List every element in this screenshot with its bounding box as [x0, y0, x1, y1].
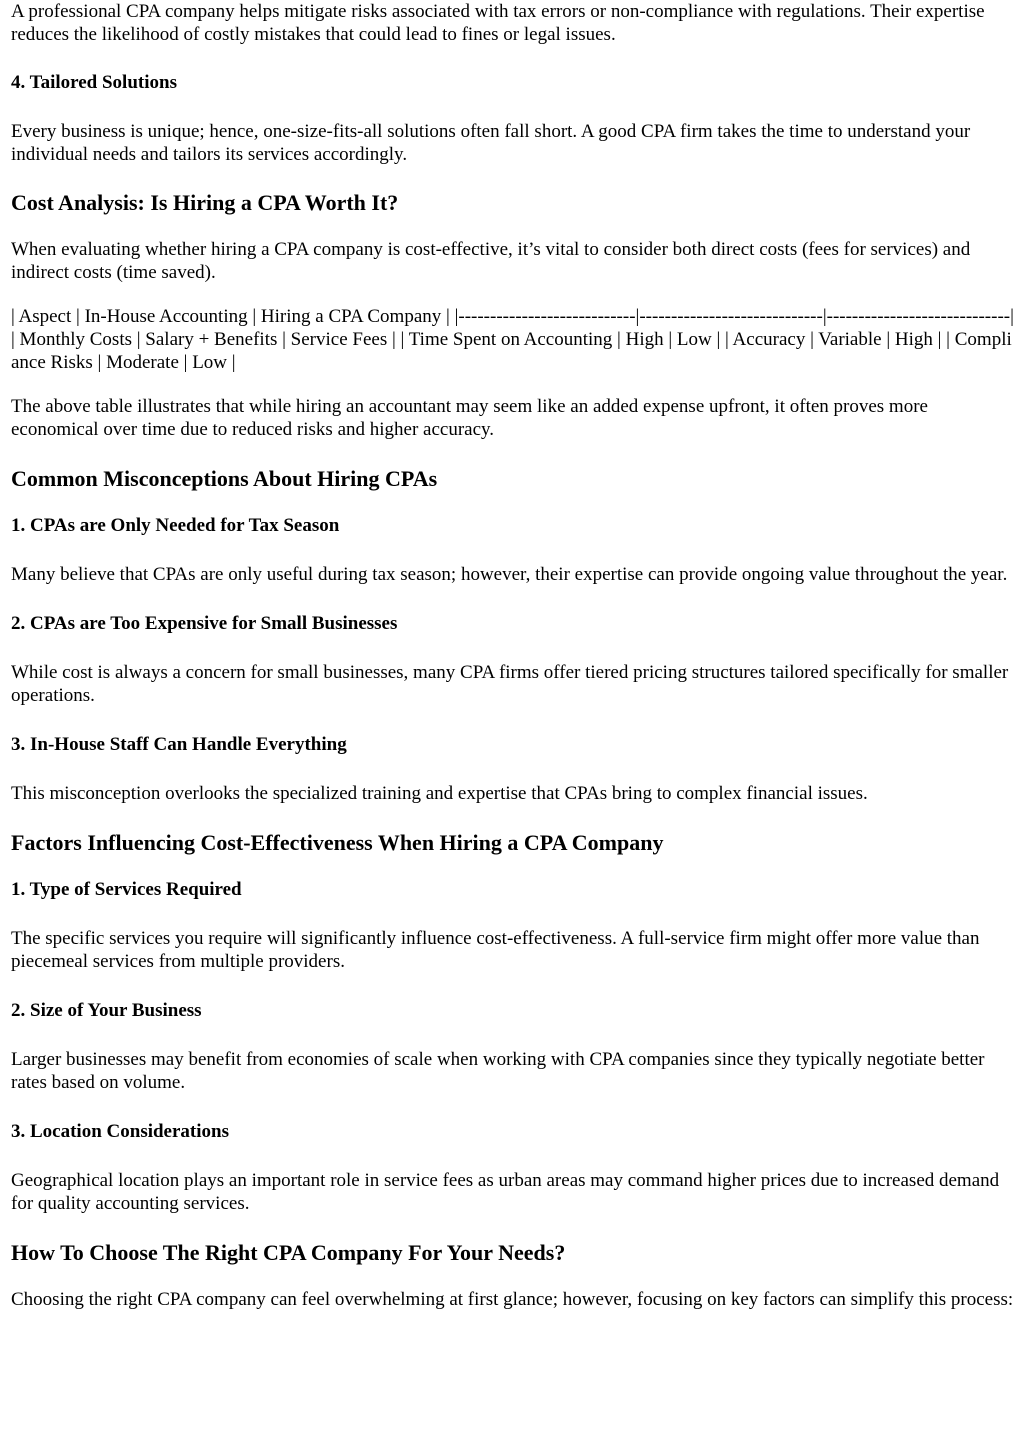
- cost-analysis-paragraph: When evaluating whether hiring a CPA company is cost-effective, it’s vital to consider both direct costs (fees for services) and indirect costs (time saved).: [11, 239, 971, 283]
- factor-2-heading: 2. Size of Your Business: [11, 1000, 202, 1021]
- factor-1-heading: 1. Type of Services Required: [11, 879, 242, 900]
- tailored-solutions-heading: 4. Tailored Solutions: [11, 72, 177, 93]
- misconception-3-paragraph: This misconception overlooks the specialized training and expertise that CPAs bring to complex financial issues.: [11, 783, 868, 804]
- table-summary-paragraph: The above table illustrates that while hiring an accountant may seem like an added expense upfront, it often proves more economical over time due to reduced risks and higher accuracy.: [11, 396, 928, 440]
- misconceptions-heading: Common Misconceptions About Hiring CPAs: [11, 466, 438, 491]
- cost-analysis-heading: Cost Analysis: Is Hiring a CPA Worth It?: [11, 190, 399, 215]
- misconception-1-heading: 1. CPAs are Only Needed for Tax Season: [11, 515, 340, 536]
- factor-2-paragraph: Larger businesses may benefit from economies of scale when working with CPA companies since they typically negotiate better rates based on volume.: [11, 1049, 985, 1093]
- misconception-2-heading: 2. CPAs are Too Expensive for Small Businesses: [11, 613, 398, 634]
- intro-paragraph: A professional CPA company helps mitigate risks associated with tax errors or non-compliance with regulations. Their expertise reduces the likelihood of costly mistakes that could lead to fines or legal issues.: [11, 1, 985, 45]
- tailored-solutions-paragraph: Every business is unique; hence, one-size-fits-all solutions often fall short. A good CPA firm takes the time to understand your individual needs and tailors its services accordingly.: [11, 121, 971, 165]
- comparison-table-text: | Aspect | In-House Accounting | Hiring a CPA Company | |----------------------------|-----------------------------|-----------------------------| | Monthly Costs | Salary + Benefits | Service Fees | | Time Spent on Accounting | High | Low | | Accuracy | Variable | High | | Compliance Risks | Moderate | Low |: [11, 306, 1014, 373]
- choose-cpa-heading: How To Choose The Right CPA Company For Your Needs?: [11, 1240, 566, 1265]
- misconception-1-paragraph: Many believe that CPAs are only useful during tax season; however, their expertise can provide ongoing value throughout the year.: [11, 564, 1008, 585]
- choose-cpa-paragraph: Choosing the right CPA company can feel overwhelming at first glance; however, focusing on key factors can simplify this process:: [11, 1289, 1014, 1310]
- misconception-3-heading: 3. In-House Staff Can Handle Everything: [11, 734, 347, 755]
- factors-heading: Factors Influencing Cost-Effectiveness When Hiring a CPA Company: [11, 830, 664, 855]
- factor-3-heading: 3. Location Considerations: [11, 1121, 229, 1142]
- misconception-2-paragraph: While cost is always a concern for small businesses, many CPA firms offer tiered pricing structures tailored specifically for smaller operations.: [11, 662, 1009, 706]
- factor-3-paragraph: Geographical location plays an important role in service fees as urban areas may command higher prices due to increased demand for quality accounting services.: [11, 1170, 1000, 1214]
- factor-1-paragraph: The specific services you require will significantly influence cost-effectiveness. A full-service firm might offer more value than piecemeal services from multiple providers.: [11, 928, 980, 972]
